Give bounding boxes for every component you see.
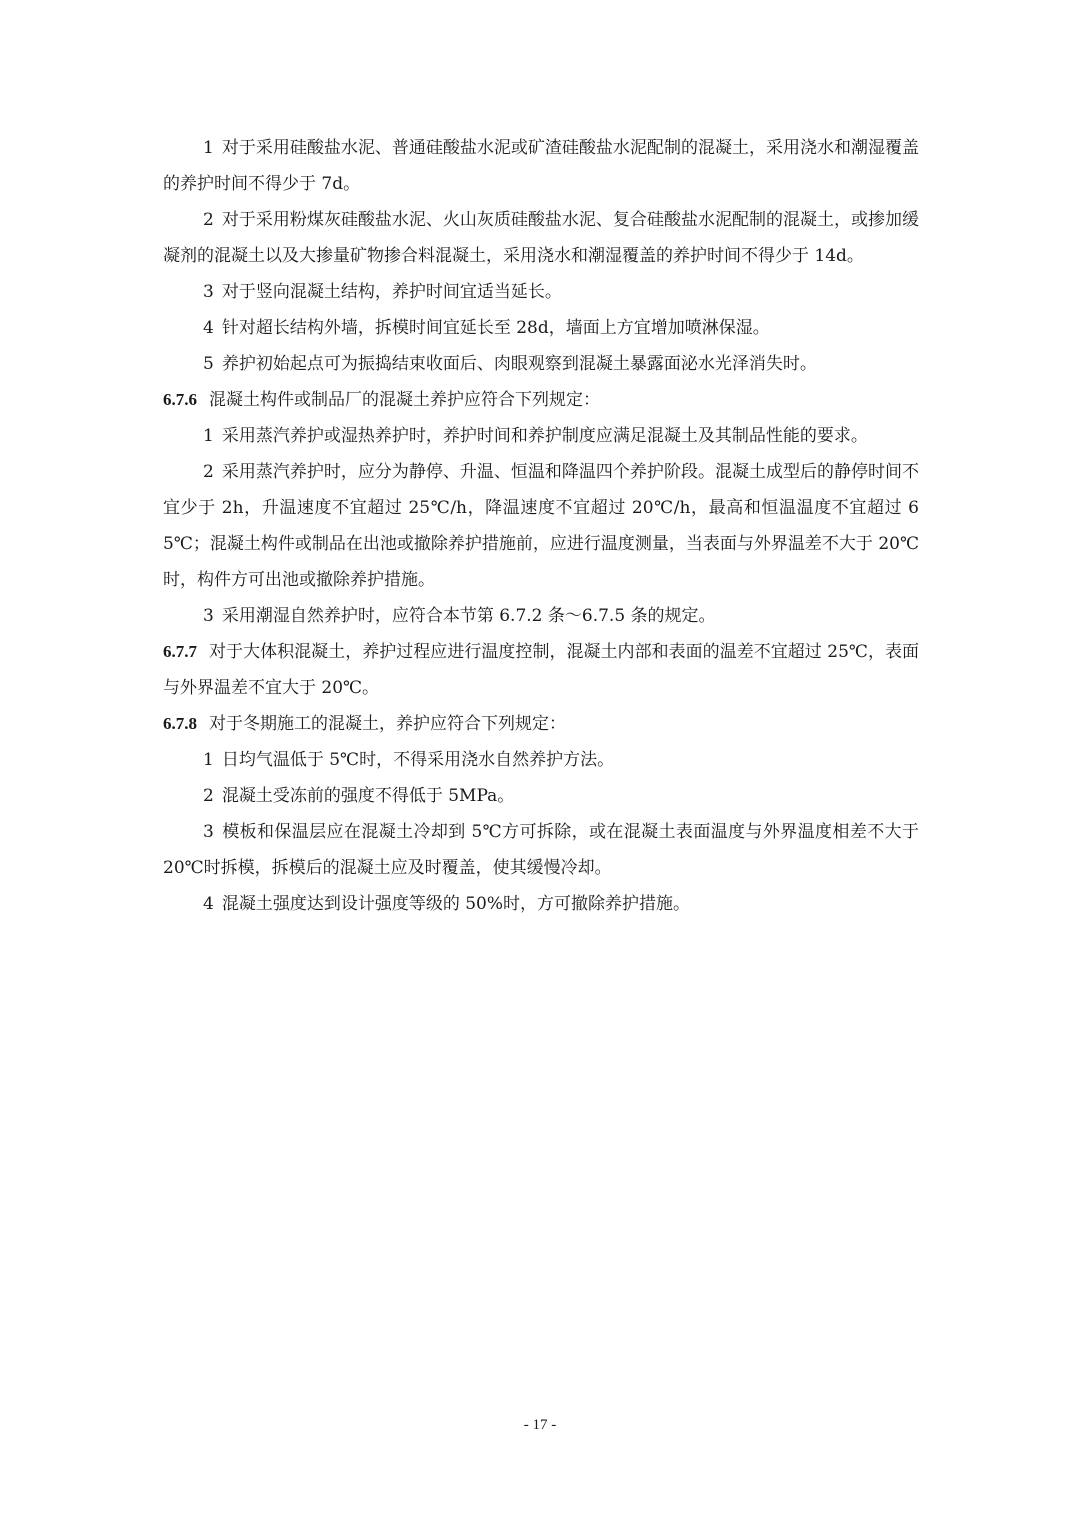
item-number: 2 [203,786,214,806]
paragraph-text: 日均气温低于 5℃时，不得采用浇水自然养护方法。 [221,750,615,770]
clause-number: 6.7.7 [163,642,197,661]
paragraph-text: 对于采用硅酸盐水泥、普通硅酸盐水泥或矿渣硅酸盐水泥配制的混凝土，采用浇水和潮湿覆盖的养护时间不得少于 7d。 [163,138,919,194]
item-number: 1 [203,138,214,158]
item-number: 5 [203,354,214,374]
item-number: 1 [203,750,214,770]
paragraph [163,598,919,634]
paragraph [163,778,919,814]
paragraph [163,274,919,310]
paragraph-text: 混凝土构件或制品厂的混凝土养护应符合下列规定： [209,390,600,410]
paragraph-text: 模板和保温层应在混凝土冷却到 5℃方可拆除，或在混凝土表面温度与外界温度相差不大于 20℃时拆模，拆模后的混凝土应及时覆盖，使其缓慢冷却。 [163,822,919,878]
clause-paragraph [163,382,919,418]
paragraph-text: 混凝土强度达到设计强度等级的 50%时，方可撤除养护措施。 [221,894,691,914]
item-number: 2 [203,210,214,230]
clause-paragraph [163,634,919,706]
item-number: 3 [203,282,214,302]
item-number: 4 [203,894,214,914]
item-number: 1 [203,426,214,446]
paragraph-text: 养护初始起点可为振捣结束收面后、肉眼观察到混凝土暴露面泌水光泽消失时。 [221,354,817,374]
item-number: 3 [203,822,214,842]
paragraph [163,346,919,382]
paragraph-text: 混凝土受冻前的强度不得低于 5MPa。 [221,786,515,806]
paragraph [163,310,919,346]
page-number: - 17 - [523,1417,557,1433]
paragraph [163,814,919,886]
paragraph-text: 对于采用粉煤灰硅酸盐水泥、火山灰质硅酸盐水泥、复合硅酸盐水泥配制的混凝土，或掺加缓凝剂的混凝土以及大掺量矿物掺合料混凝土，采用浇水和潮湿覆盖的养护时间不得少于 14d。 [163,210,919,266]
paragraph-text: 采用潮湿自然养护时，应符合本节第 6.7.2 条～6.7.5 条的规定。 [221,606,716,626]
clause-paragraph [163,706,919,742]
paragraph-text: 针对超长结构外墙，拆模时间宜延长至 28d，墙面上方宜增加喷淋保湿。 [221,318,770,338]
item-number: 4 [203,318,214,338]
paragraph [163,130,919,202]
paragraph-text: 采用蒸汽养护或湿热养护时，养护时间和养护制度应满足混凝土及其制品性能的要求。 [221,426,868,446]
clause-number: 6.7.8 [163,714,197,733]
paragraph-text: 对于竖向混凝土结构，养护时间宜适当延长。 [221,282,562,302]
paragraph [163,886,919,922]
document-body [163,130,919,922]
paragraph [163,418,919,454]
paragraph-text: 对于冬期施工的混凝土，养护应符合下列规定： [209,714,566,734]
paragraph [163,202,919,274]
clause-number: 6.7.6 [163,390,197,409]
paragraph-text: 采用蒸汽养护时，应分为静停、升温、恒温和降温四个养护阶段。混凝土成型后的静停时间不宜少于 2h，升温速度不宜超过 25℃/h，降温速度不宜超过 20℃/h，最高和恒温温度不宜超过 65℃；混凝土构件或制品在出池或撤除养护措施前，应进行温度测量，当表面与外界温差不大于 20℃时，构件方可出池或撤除养护措施。 [163,462,919,590]
item-number: 3 [203,606,214,626]
item-number: 2 [203,462,214,482]
paragraph-text: 对于大体积混凝土，养护过程应进行温度控制，混凝土内部和表面的温差不宜超过 25℃，表面与外界温差不宜大于 20℃。 [163,642,919,698]
paragraph [163,742,919,778]
paragraph [163,454,919,598]
